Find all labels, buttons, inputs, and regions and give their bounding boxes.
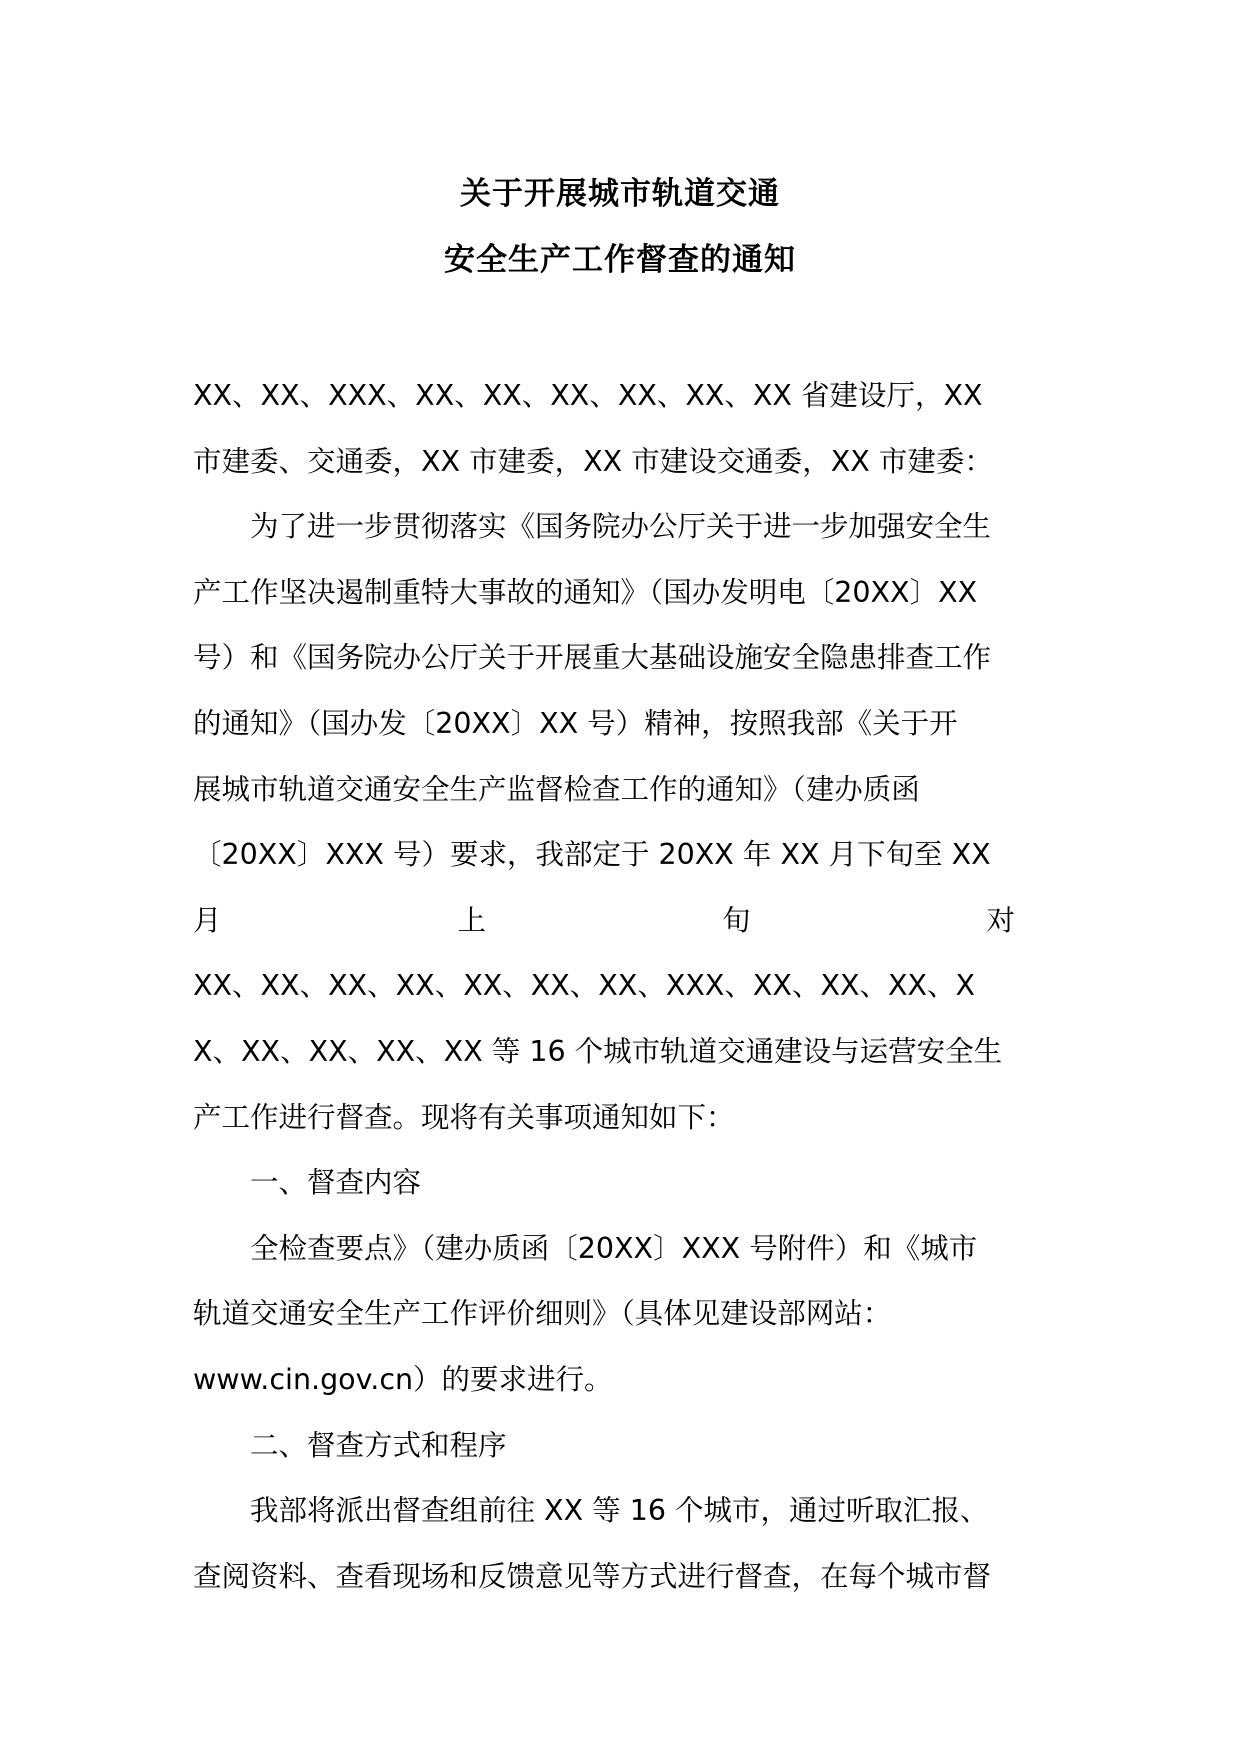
paragraph-line: 产工作坚决遏制重特大事故的通知》（国办发明电〔20XX〕XX [193,575,978,609]
document-title-line-2: 安全生产工作督查的通知 [444,242,796,278]
paragraph-line-justified [193,895,1015,961]
justified-word: 月 [193,903,222,937]
paragraph-line: 产工作进行督查。现将有关事项通知如下： [193,1100,735,1134]
paragraph-line: 的通知》（国办发〔20XX〕XX 号）精神，按照我部《关于开 [193,706,958,740]
justified-word: 上 [457,903,486,937]
justified-word: 对 [986,903,1015,937]
paragraph-line: 为了进一步贯彻落实《国务院办公厅关于进一步加强安全生 [250,510,992,544]
paragraph-line: 全检查要点》（建办质函〔20XX〕XXX 号附件）和《城市 [250,1231,978,1265]
paragraph-line: 我部将派出督查组前往 XX 等 16 个城市，通过听取汇报、 [250,1494,989,1528]
paragraph-line: XX、XX、XX、XX、XX、XX、XX、XXX、XX、XX、XX、X [193,969,976,1003]
section-heading: 二、督查方式和程序 [250,1428,507,1462]
paragraph-line: 轨道交通安全生产工作评价细则》（具体见建设部网站： [193,1297,892,1331]
addressee-line: XX、XX、XXX、XX、XX、XX、XX、XX、XX 省建设厅，XX [193,379,983,412]
section-heading: 一、督查内容 [250,1166,422,1200]
document-title-line-1: 关于开展城市轨道交通 [460,176,780,212]
paragraph-line: X、XX、XX、XX、XX 等 16 个城市轨道交通建设与运营安全生 [193,1034,1003,1068]
paragraph-line: www.cin.gov.cn）的要求进行。 [193,1362,613,1396]
justified-word: 旬 [721,903,751,937]
paragraph-line: 〔20XX〕XXX 号）要求，我部定于 20XX 年 XX 月下旬至 XX [193,838,991,872]
paragraph-line: 展城市轨道交通安全生产监督检查工作的通知》（建办质函 [193,772,920,806]
addressee-line: 市建委、交通委，XX 市建委，XX 市建设交通委，XX 市建委： [193,444,993,478]
document-body [193,370,1015,1616]
paragraph-line: 查阅资料、查看现场和反馈意见等方式进行督查，在每个城市督 [193,1559,992,1593]
paragraph-line: 号）和《国务院办公厅关于开展重大基础设施安全隐患排查工作 [193,641,992,675]
